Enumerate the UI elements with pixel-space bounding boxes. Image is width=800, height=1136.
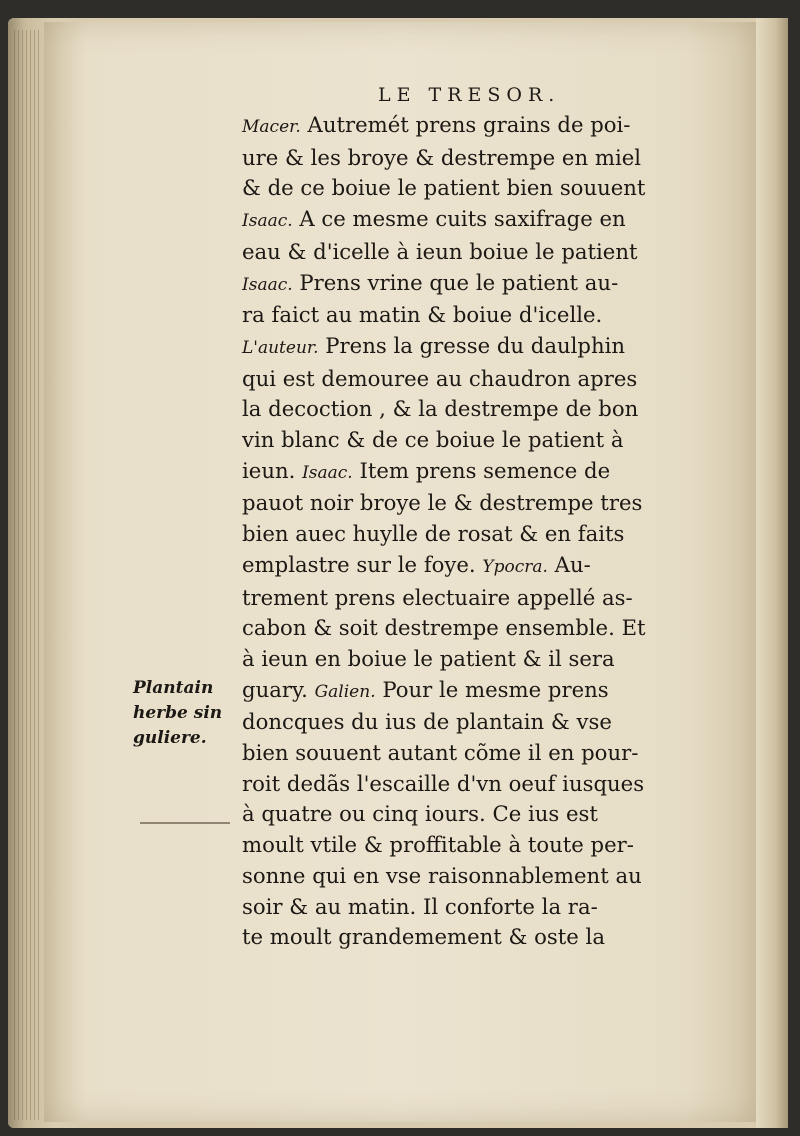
text-line [242, 300, 712, 331]
text-line [242, 707, 712, 738]
text-run: qui est demouree au chaudron apres [242, 365, 638, 391]
text-run: Prens vrine que le patient au- [292, 269, 619, 295]
text-line [242, 110, 712, 143]
text-line [242, 488, 712, 519]
source-attribution: Ypocra. [482, 556, 548, 577]
text-line [242, 394, 712, 425]
text-run: Autremét prens grains de poi- [300, 112, 631, 137]
text-run: Pour le mesme prens [375, 676, 609, 702]
text-run: sonne qui en vse raisonnablement au [242, 862, 642, 888]
text-run: emplastre sur le foye. [242, 551, 483, 577]
text-line [242, 173, 712, 204]
text-run: moult vtile & proffitable à toute per- [242, 832, 634, 858]
text-line [242, 922, 712, 953]
text-run: ieun. [242, 457, 303, 483]
text-run: bien auec huylle de rosat & en faits [242, 521, 625, 547]
text-line [242, 830, 712, 861]
right-page-edge [756, 18, 788, 1128]
text-run: la decoction , & la destrempe de bon [242, 396, 639, 422]
text-line [242, 769, 712, 800]
text-line [242, 583, 712, 614]
margin-note-line: guliere. [133, 728, 207, 748]
text-line [242, 364, 712, 395]
source-attribution: L'auteur. [242, 337, 319, 358]
text-line [242, 143, 712, 174]
text-line [242, 675, 712, 708]
margin-note [133, 676, 243, 751]
text-run: doncques du ius de plantain & vse [242, 709, 612, 735]
text-run: trement prens electuaire appellé as- [242, 584, 633, 610]
source-attribution: Galien. [314, 681, 376, 702]
body-text [242, 110, 712, 953]
text-line [242, 204, 712, 237]
text-run: te moult grandemement & oste la [242, 924, 605, 950]
text-run: soir & au matin. Il conforte la ra- [242, 893, 598, 919]
text-line [242, 613, 712, 644]
text-line [242, 456, 712, 489]
text-line [242, 738, 712, 769]
source-attribution: Isaac. [242, 274, 293, 295]
text-run: à quatre ou cinq iours. Ce ius est [242, 801, 598, 827]
text-run: pauot noir broye le & destrempe tres [242, 490, 643, 516]
running-head: LE TRESOR. [378, 84, 561, 106]
text-run: ure & les broye & destrempe en miel [242, 144, 642, 170]
text-line [242, 644, 712, 675]
text-line [242, 892, 712, 923]
margin-note-line: herbe sin [133, 703, 223, 723]
text-run: bien souuent autant cõme il en pour- [242, 740, 639, 766]
source-attribution: Isaac. [242, 211, 293, 232]
text-line [242, 799, 712, 830]
text-run: & de ce boiue le patient bien souuent [242, 175, 646, 201]
text-line [242, 519, 712, 550]
text-run: Prens la gresse du daulphin [318, 332, 626, 358]
text-run: Item prens semence de [352, 457, 611, 483]
text-line [242, 268, 712, 301]
text-line [242, 331, 712, 364]
text-run: eau & d'icelle à ieun boiue le patient [242, 238, 638, 264]
margin-rule [140, 822, 230, 824]
text-line [242, 861, 712, 892]
text-run: roit dedãs l'escaille d'vn oeuf iusques [242, 770, 645, 796]
text-line [242, 550, 712, 583]
text-line [242, 425, 712, 456]
text-run: cabon & soit destrempe ensemble. Et [242, 615, 646, 641]
stacked-leaf-edges [14, 30, 42, 1120]
source-attribution: Isaac. [302, 462, 353, 483]
margin-note-line: Plantain [133, 678, 214, 698]
text-run: Au- [547, 551, 591, 577]
text-run: à ieun en boiue le patient & il sera [242, 645, 615, 671]
text-run: guary. [242, 676, 315, 702]
source-attribution: Macer. [242, 117, 301, 137]
text-run: vin blanc & de ce boiue le patient à [242, 427, 624, 453]
text-run: ra faict au matin & boiue d'icelle. [242, 302, 603, 328]
text-line [242, 237, 712, 268]
text-run: A ce mesme cuits saxifrage en [292, 206, 626, 232]
